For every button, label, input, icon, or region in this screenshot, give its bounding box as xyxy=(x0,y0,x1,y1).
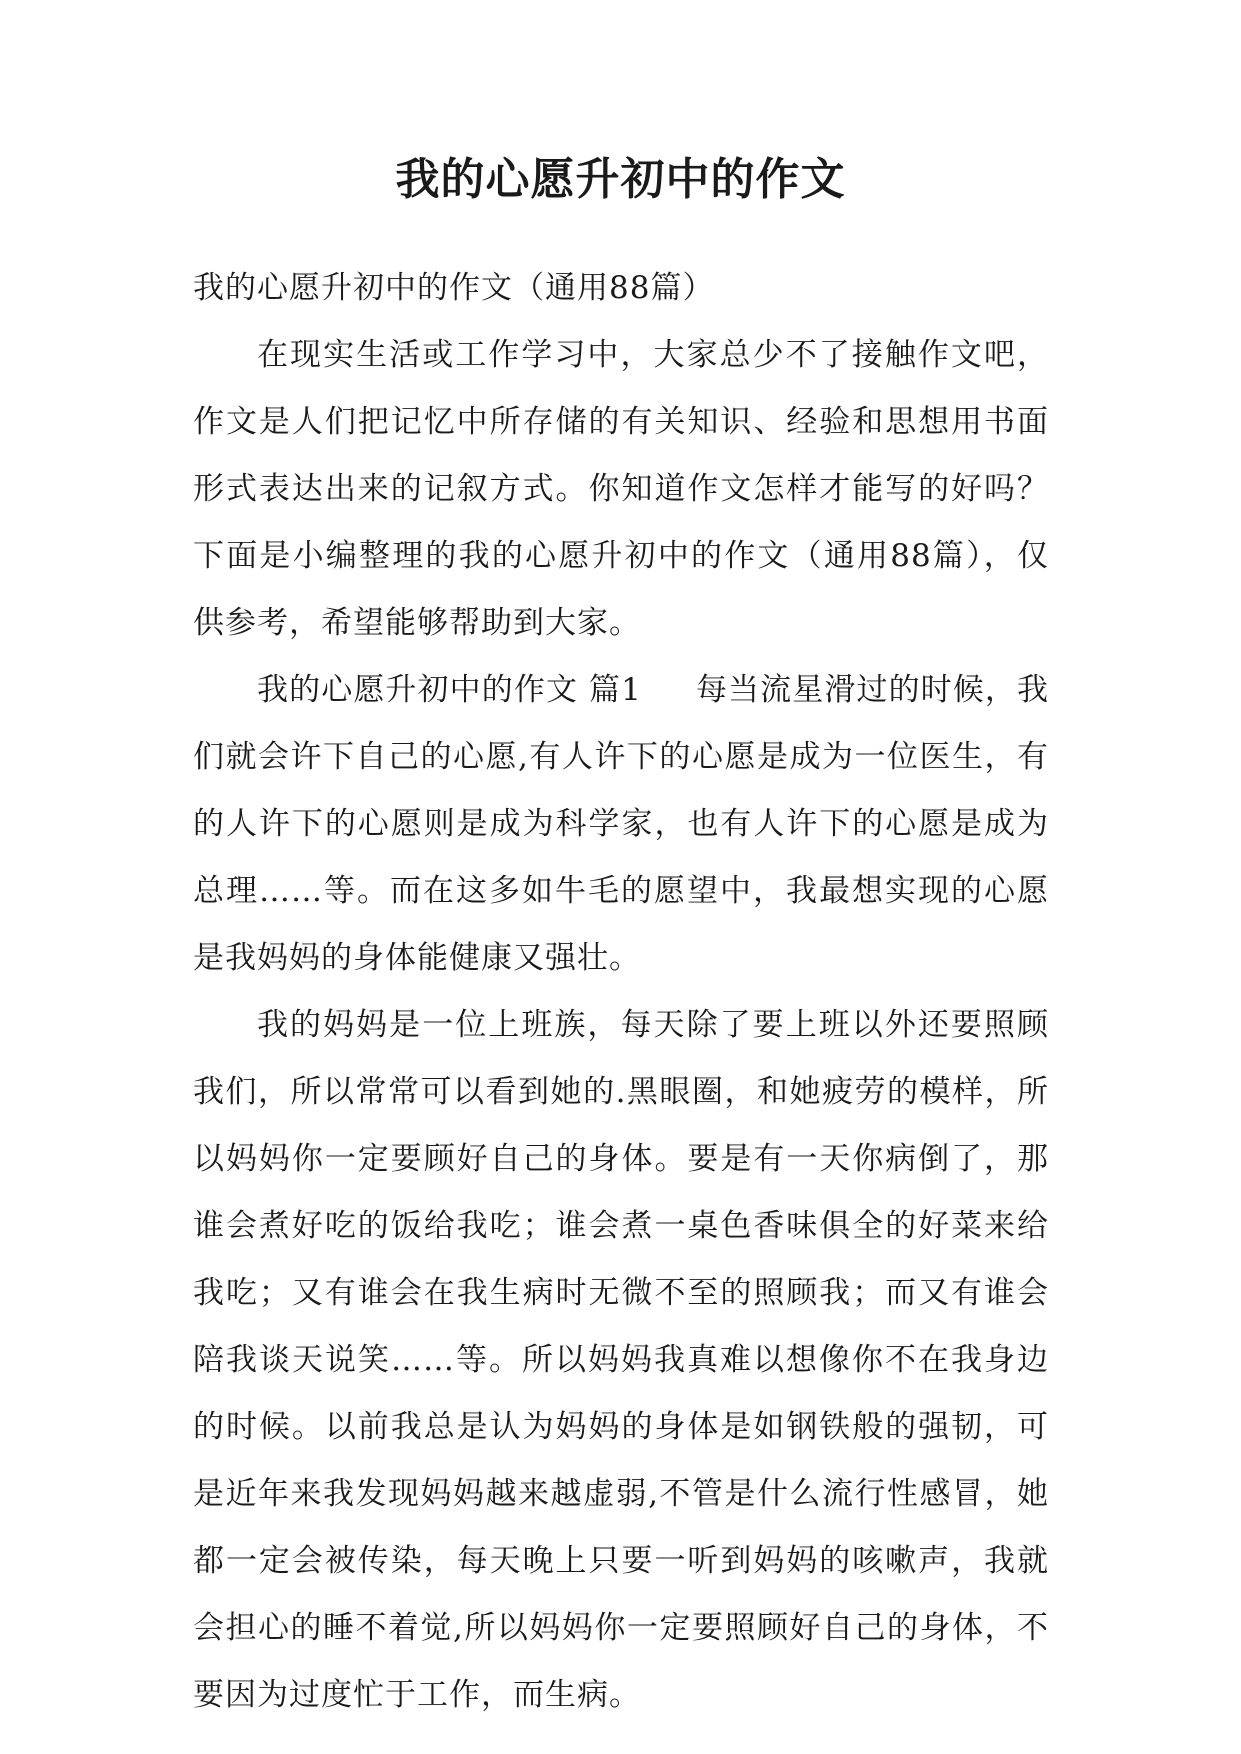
essay-1-paragraph-2: 我的妈妈是一位上班族，每天除了要上班以外还要照顾我们，所以常常可以看到她的.黑眼圈，和她疲劳的模样，所以妈妈你一定要顾好自己的身体。要是有一天你病倒了，那谁会煮好吃的饭给我吃；谁会煮一桌色香味俱全的好菜来给我吃；又有谁会在我生病时无微不至的照顾我；而又有谁会陪我谈天说笑……等。所以妈妈我真难以想像你不在我身边的时候。以前我总是认为妈妈的身体是如钢铁般的强韧，可是近年来我发现妈妈越来越虚弱,不管是什么流行性感冒，她都一定会被传染，每天晚上只要一听到妈妈的咳嗽声，我就会担心的睡不着觉,所以妈妈你一定要照顾好自己的身体，不要因为过度忙于工作，而生病。 xyxy=(193,1007,1049,1713)
document-body xyxy=(193,255,1049,1729)
document-title: 我的心愿升初中的作文 xyxy=(395,154,846,205)
document-subtitle: 我的心愿升初中的作文（通用88篇） xyxy=(193,270,715,306)
essay-1-paragraph-1 xyxy=(193,657,1049,992)
essay-1-text-1: 每当流星滑过的时候，我们就会许下自己的心愿,有人许下的心愿是成为一位医生，有的人许下的心愿则是成为科学家，也有人许下的心愿是成为总理……等。而在这多如牛毛的愿望中，我最想实现的心愿是我妈妈的身体能健康又强壮。 xyxy=(193,672,1050,976)
intro-paragraph: 在现实生活或工作学习中，大家总少不了接触作文吧，作文是人们把记忆中所存储的有关知识、经验和思想用书面形式表达出来的记叙方式。你知道作文怎样才能写的好吗？下面是小编整理的我的心愿升初中的作文（通用88篇），仅供参考，希望能够帮助到大家。 xyxy=(193,337,1049,641)
essay-1-heading: 我的心愿升初中的作文 篇1 xyxy=(257,672,642,708)
